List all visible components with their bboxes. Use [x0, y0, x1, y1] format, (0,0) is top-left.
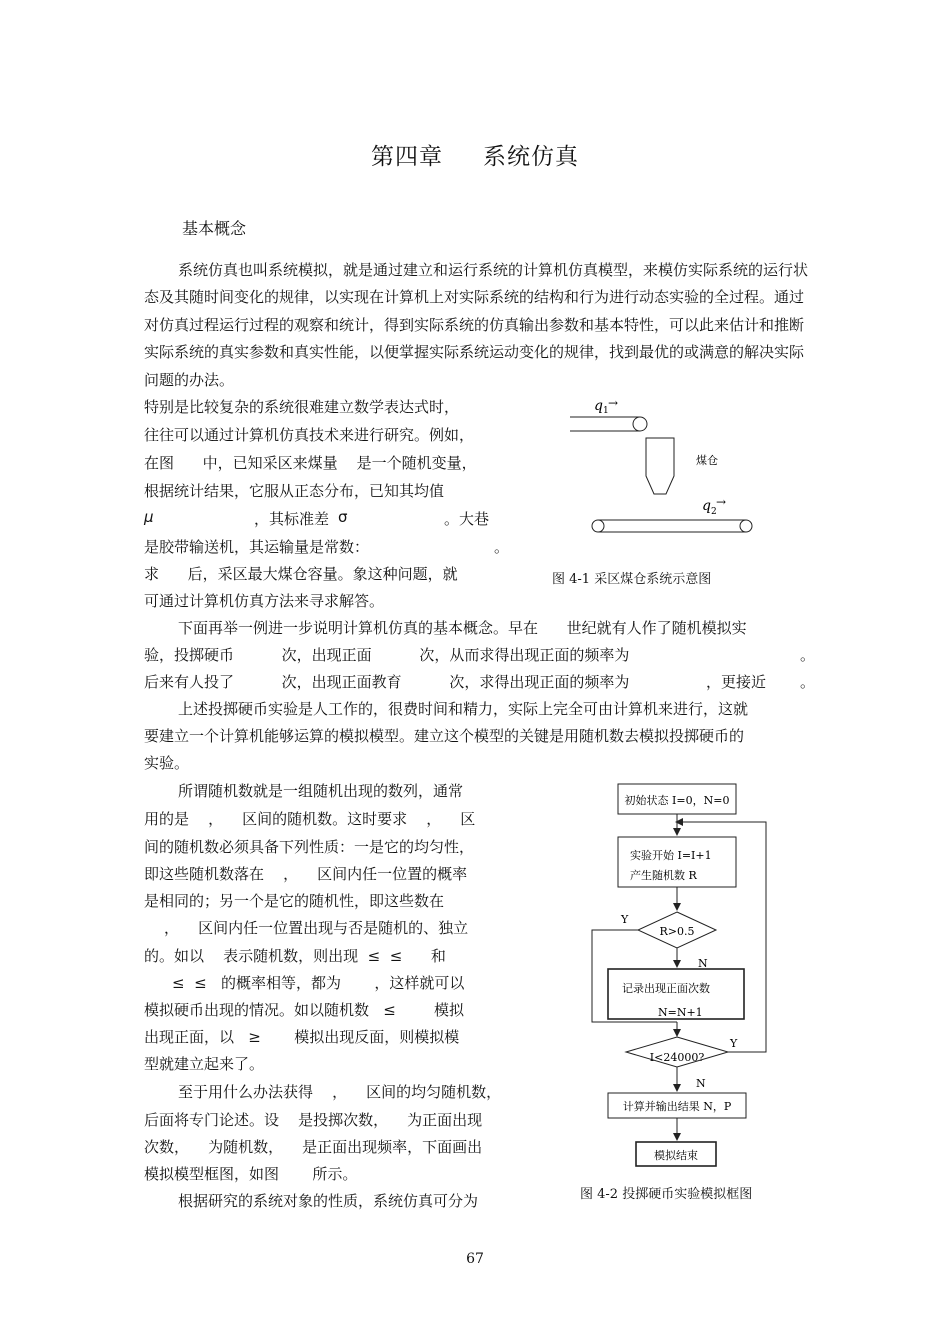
flow-decision1-no: N — [698, 957, 708, 970]
flow-decision2-no: N — [696, 1077, 706, 1090]
text-line: 即这些随机数落在 ， 区间内任一位置的概率 — [144, 865, 468, 883]
text-line: 下面再举一例进一步说明计算机仿真的基本概念。早在 世纪就有人作了随机模拟实 — [178, 619, 747, 637]
sigma-symbol: σ — [338, 508, 348, 526]
text-line: 根据统计结果，它服从正态分布，已知其均值 — [144, 482, 445, 500]
text-line: 特别是比较复杂的系统很难建立数学表达式时， — [144, 398, 460, 416]
text-line: 往往可以通过计算机仿真技术来进行研究。例如， — [144, 426, 475, 444]
q2-subscript: 2 — [711, 507, 717, 517]
figure-coal-bin-system — [560, 392, 770, 592]
mu-symbol: μ — [144, 508, 154, 526]
chapter-number: 第四章 — [371, 144, 443, 170]
coal-bin-label: 煤仓 — [696, 454, 718, 467]
figure2-caption: 图 4-2 投掷硬币实验模拟框图 — [580, 1187, 753, 1202]
q2-label: q — [702, 498, 711, 514]
text-line: 求 后，采区最大煤仓容量。象这种问题，就 — [144, 565, 458, 583]
text-line: 是胶带输送机，其运输量是常数： — [144, 538, 370, 556]
figure1-caption: 图 4-1 采区煤仓系统示意图 — [552, 572, 712, 587]
flow-step2-line2: N=N+1 — [658, 1006, 703, 1019]
paragraph-intro-text: 系统仿真也叫系统模拟，就是通过建立和运行系统的计算机仿真模型，来模仿实际系统的运行状态及其随时间变化的规律，以实现在计算机上对实际系统的结构和行为进行动态实验的全过程。通过对仿真过程运行过程的观察和统计，得到实际系统的仿真输出参数和基本特性，可以此来估计和推断实际系统的真实参数和真实性能，以便掌握实际系统运动变化的规律，找到最优的或满意的解决实际问题的办法。 — [144, 261, 809, 389]
text-line: 间的随机数必须具备下列性质：一是它的均匀性， — [144, 838, 475, 856]
text-line: 。 — [494, 538, 510, 556]
q1-label: q — [594, 398, 603, 414]
flow-decision2-text: I<24000? — [649, 1051, 705, 1064]
feed-conveyor-roller — [633, 417, 647, 431]
chapter-title — [0, 138, 950, 171]
text-line: ，其标准差 — [254, 510, 330, 528]
paragraph-intro — [144, 257, 810, 394]
text-line: 型就建立起来了。 — [144, 1055, 265, 1073]
q2-arrow: → — [716, 495, 727, 509]
flow-start-text: 初始状态 I=0，N=0 — [624, 794, 730, 807]
text-line: 至于用什么办法获得 ， 区间的均匀随机数， — [178, 1083, 502, 1101]
text-line: ，更接近 — [706, 673, 767, 691]
q1-subscript: 1 — [603, 406, 609, 416]
text-line: ≤ ≤ 的概率相等，都为 ，这样就可以 — [172, 974, 465, 992]
chapter-name: 系统仿真 — [483, 144, 579, 170]
page-number: 67 — [466, 1251, 484, 1267]
flow-step1-line1: 实验开始 I=I+1 — [630, 849, 712, 862]
text-line: ， 区间内任一位置出现与否是随机的、独立 — [164, 919, 469, 937]
figure-coin-flowchart — [586, 780, 786, 1170]
flow-step1-line2: 产生随机数 R — [630, 869, 697, 882]
main-conveyor-right-roller — [740, 520, 752, 532]
flow-step3-text: 计算并输出结果 N，P — [622, 1100, 732, 1113]
text-line: 验，投掷硬币 次，出现正面 次，从而求得出现正面的频率为 — [144, 646, 630, 664]
text-line: 的。如以 表示随机数，则出现 ≤ ≤ 和 — [144, 947, 446, 965]
flow-end-text: 模拟结束 — [654, 1149, 698, 1162]
q1-arrow: → — [608, 396, 619, 410]
coal-bin-shape — [646, 438, 674, 494]
text-line: 可通过计算机仿真方法来寻求解答。 — [144, 592, 385, 610]
text-line: 模拟硬币出现的情况。如以随机数 ≤ 模拟 — [144, 1001, 465, 1019]
text-line: 后面将专门论述。设 是投掷次数， 为正面出现 — [144, 1111, 483, 1129]
text-line: 在图 中，已知采区来煤量 是一个随机变量， — [144, 454, 477, 472]
text-line: 是相同的；另一个是它的随机性，即这些数在 — [144, 892, 445, 910]
text-line: 。 — [800, 646, 816, 664]
text-line: 。大巷 — [444, 510, 490, 528]
text-line: 后来有人投了 次，出现正面教育 次，求得出现正面的频率为 — [144, 673, 630, 691]
text-line: 所谓随机数就是一组随机出现的数列，通常 — [178, 782, 464, 800]
text-line: 次数， 为随机数， 是正面出现频率，下面画出 — [144, 1138, 483, 1156]
flow-step2-line1: 记录出现正面次数 — [622, 982, 710, 995]
text-line: 上述投掷硬币实验是人工作的，很费时间和精力，实际上完全可由计算机来进行，这就 — [178, 700, 749, 718]
flow-decision1-text: R>0.5 — [659, 925, 695, 938]
section-heading: 基本概念 — [182, 219, 247, 238]
text-line: 出现正面，以 ≥ 模拟出现反面，则模拟模 — [144, 1028, 460, 1046]
main-conveyor-left-roller — [592, 520, 604, 532]
text-line: 根据研究的系统对象的性质，系统仿真可分为 — [178, 1192, 479, 1210]
text-line: 要建立一个计算机能够运算的模拟模型。建立这个模型的关键是用随机数去模拟投掷硬币的 — [144, 727, 745, 745]
text-line: 。 — [800, 673, 816, 691]
text-line: 实验。 — [144, 754, 190, 772]
flow-decision1-yes: Y — [621, 913, 629, 926]
text-line: 模拟模型框图，如图 所示。 — [144, 1165, 358, 1183]
flow-decision2-yes: Y — [730, 1037, 738, 1050]
text-line: 用的是 ， 区间的随机数。这时要求 ， 区 — [144, 810, 476, 828]
